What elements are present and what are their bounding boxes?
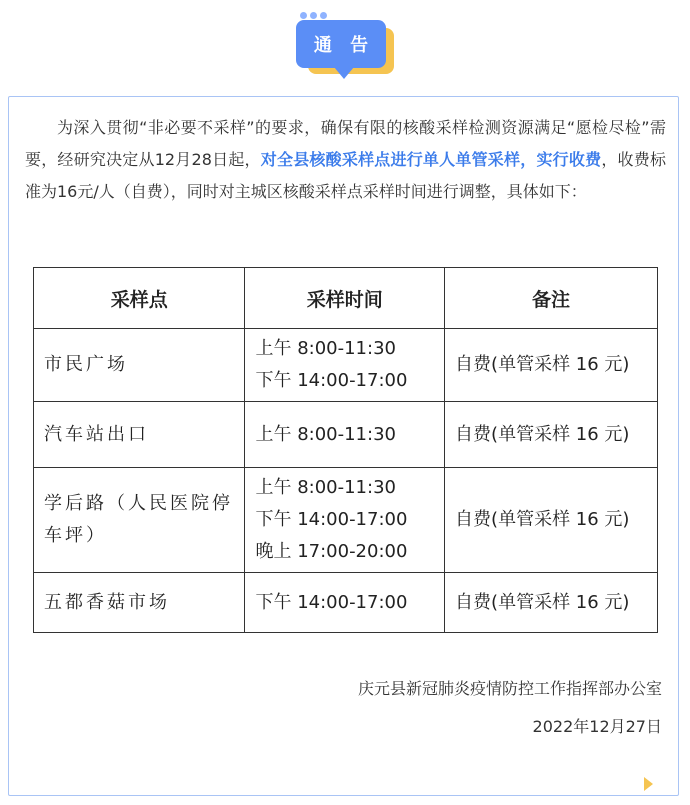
time-cell xyxy=(245,468,445,573)
badge-label: 通 告 xyxy=(296,20,386,68)
intro-text-end: ，收费标准为16元/人（自费），同时对主城区核酸采样点采样时间进行调整，具体如下： xyxy=(25,150,666,201)
intro-text-start: 为深入贯彻“非必要不采样”的要求，确保有限的核酸采样检测资源满足“愿检尽检”需要，经研究决定从12月28日起， xyxy=(25,118,666,169)
place-cell: 五都香菇市场 xyxy=(34,573,245,633)
place-cell: 学后路（人民医院停车坪） xyxy=(34,468,245,573)
intro-highlight: 对全县核酸采样点进行单人单管采样，实行收费 xyxy=(260,150,602,169)
intro-paragraph xyxy=(25,112,666,208)
table-header-row xyxy=(34,268,658,329)
table-row xyxy=(34,573,658,633)
time-cell xyxy=(245,573,445,633)
time-slot: 下午 14:00-17:00 xyxy=(255,591,408,613)
table-row xyxy=(34,329,658,402)
time-slot: 晚上 17:00-20:00 xyxy=(255,541,408,562)
time-cell xyxy=(245,402,445,468)
note-cell: 自费(单管采样 16 元) xyxy=(445,402,658,468)
time-slot: 上午 8:00-11:30 xyxy=(255,423,396,445)
time-slot: 下午 14:00-17:00 xyxy=(255,370,408,391)
header-place: 采样点 xyxy=(34,268,245,329)
time-slot: 上午 8:00-11:30 xyxy=(255,338,396,359)
table-row xyxy=(34,402,658,468)
note-cell: 自费(单管采样 16 元) xyxy=(445,573,658,633)
place-cell: 汽车站出口 xyxy=(34,402,245,468)
issue-date: 2022年12月27日 xyxy=(532,717,662,736)
notice-badge xyxy=(296,18,396,82)
issuing-office: 庆元县新冠肺炎疫情防控工作指挥部办公室 xyxy=(357,679,662,698)
time-cell xyxy=(245,329,445,402)
header-note: 备注 xyxy=(445,268,658,329)
place-cell: 市民广场 xyxy=(34,329,245,402)
header-time: 采样时间 xyxy=(245,268,445,329)
table-row xyxy=(34,468,658,573)
time-slot: 下午 14:00-17:00 xyxy=(255,509,408,530)
note-cell: 自费(单管采样 16 元) xyxy=(445,329,658,402)
note-cell: 自费(单管采样 16 元) xyxy=(445,468,658,573)
triangle-arrow-icon xyxy=(644,777,653,791)
time-slot: 上午 8:00-11:30 xyxy=(255,477,396,498)
schedule-table xyxy=(33,267,658,633)
three-dots-icon xyxy=(300,12,327,19)
badge-tail-icon xyxy=(334,67,354,79)
